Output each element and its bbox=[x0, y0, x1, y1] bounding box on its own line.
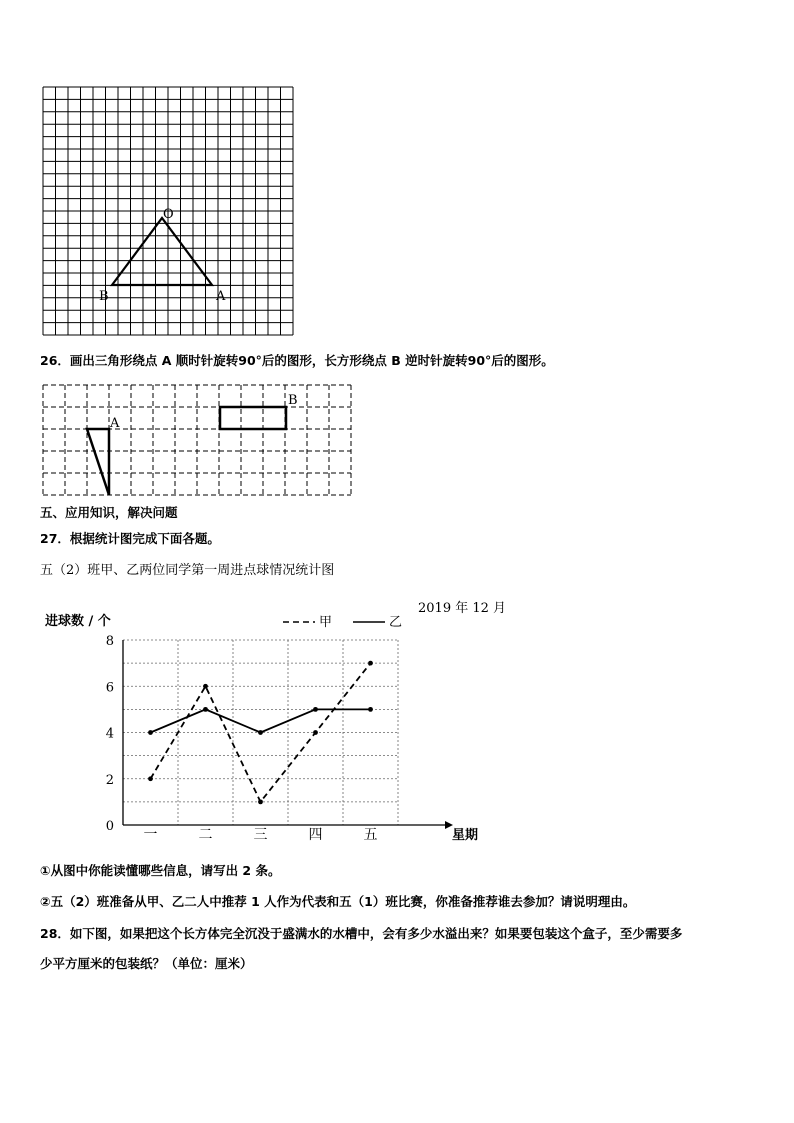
data-point bbox=[368, 661, 373, 666]
y-tick-label: 0 bbox=[105, 819, 114, 834]
x-tick-label: 三 bbox=[253, 827, 268, 843]
question-27: 27．根据统计图完成下面各题。 bbox=[40, 531, 220, 546]
label-b: B bbox=[99, 289, 109, 304]
label-a2: A bbox=[110, 416, 120, 431]
question-27-part2: ②五（2）班准备从甲、乙二人中推荐 1 人作为代表和五（1）班比赛，你准备推荐谁去参加？请说明理由。 bbox=[40, 894, 636, 909]
legend-label-jia: 甲 bbox=[319, 615, 333, 630]
question-26: 26．画出三角形绕点 A 顺时针旋转90°后的图形，长方形绕点 B 逆时针旋转90°后的图形。 bbox=[40, 353, 554, 368]
data-point bbox=[313, 730, 318, 735]
data-point bbox=[258, 730, 263, 735]
data-point bbox=[148, 776, 153, 781]
x-axis-label: 星期 bbox=[452, 828, 479, 843]
y-tick-labels bbox=[106, 634, 114, 834]
legend-label-yi: 乙 bbox=[389, 615, 403, 630]
y-tick-label: 8 bbox=[105, 634, 114, 649]
x-tick-label: 五 bbox=[363, 827, 378, 843]
label-a: A bbox=[216, 289, 226, 304]
dashed-grid bbox=[43, 385, 351, 495]
question-28-line1: 28．如下图，如果把这个长方体完全沉没于盛满水的水槽中，会有多少水溢出来？如果要包装这个盒子，至少需要多 bbox=[40, 926, 683, 941]
chart-date: 2019 年 12 月 bbox=[418, 601, 507, 616]
question-28-line2: 少平方厘米的包装纸？（单位：厘米） bbox=[40, 956, 253, 971]
data-point bbox=[148, 730, 153, 735]
y-tick-label: 4 bbox=[105, 726, 114, 742]
chart-caption: 五（2）班甲、乙两位同学第一周进点球情况统计图 bbox=[40, 563, 335, 578]
label-o: O bbox=[163, 207, 174, 222]
data-point bbox=[368, 707, 373, 712]
y-tick-label: 6 bbox=[105, 680, 114, 696]
x-tick-labels bbox=[144, 827, 378, 843]
data-point bbox=[203, 707, 208, 712]
right-triangle bbox=[87, 429, 109, 495]
y-axis-label: 进球数 / 个 bbox=[45, 614, 111, 629]
x-tick-label: 二 bbox=[198, 827, 213, 843]
series-line-yi bbox=[151, 709, 371, 732]
section-heading: 五、应用知识，解决问题 bbox=[40, 505, 178, 520]
x-tick-label: 一 bbox=[143, 827, 158, 843]
data-point bbox=[313, 707, 318, 712]
x-tick-label: 四 bbox=[308, 827, 323, 843]
rotation-grid-figure bbox=[40, 382, 356, 498]
label-b2: B bbox=[288, 393, 298, 408]
question-27-part1: ①从图中你能读懂哪些信息，请写出 2 条。 bbox=[40, 863, 281, 878]
data-point bbox=[203, 684, 208, 689]
goal-line-chart bbox=[40, 595, 507, 850]
triangle-grid-figure bbox=[40, 84, 300, 340]
data-point bbox=[258, 799, 263, 804]
triangle-boa bbox=[112, 218, 212, 285]
rectangle bbox=[220, 407, 286, 429]
legend bbox=[283, 615, 402, 630]
y-tick-label: 2 bbox=[105, 772, 114, 788]
